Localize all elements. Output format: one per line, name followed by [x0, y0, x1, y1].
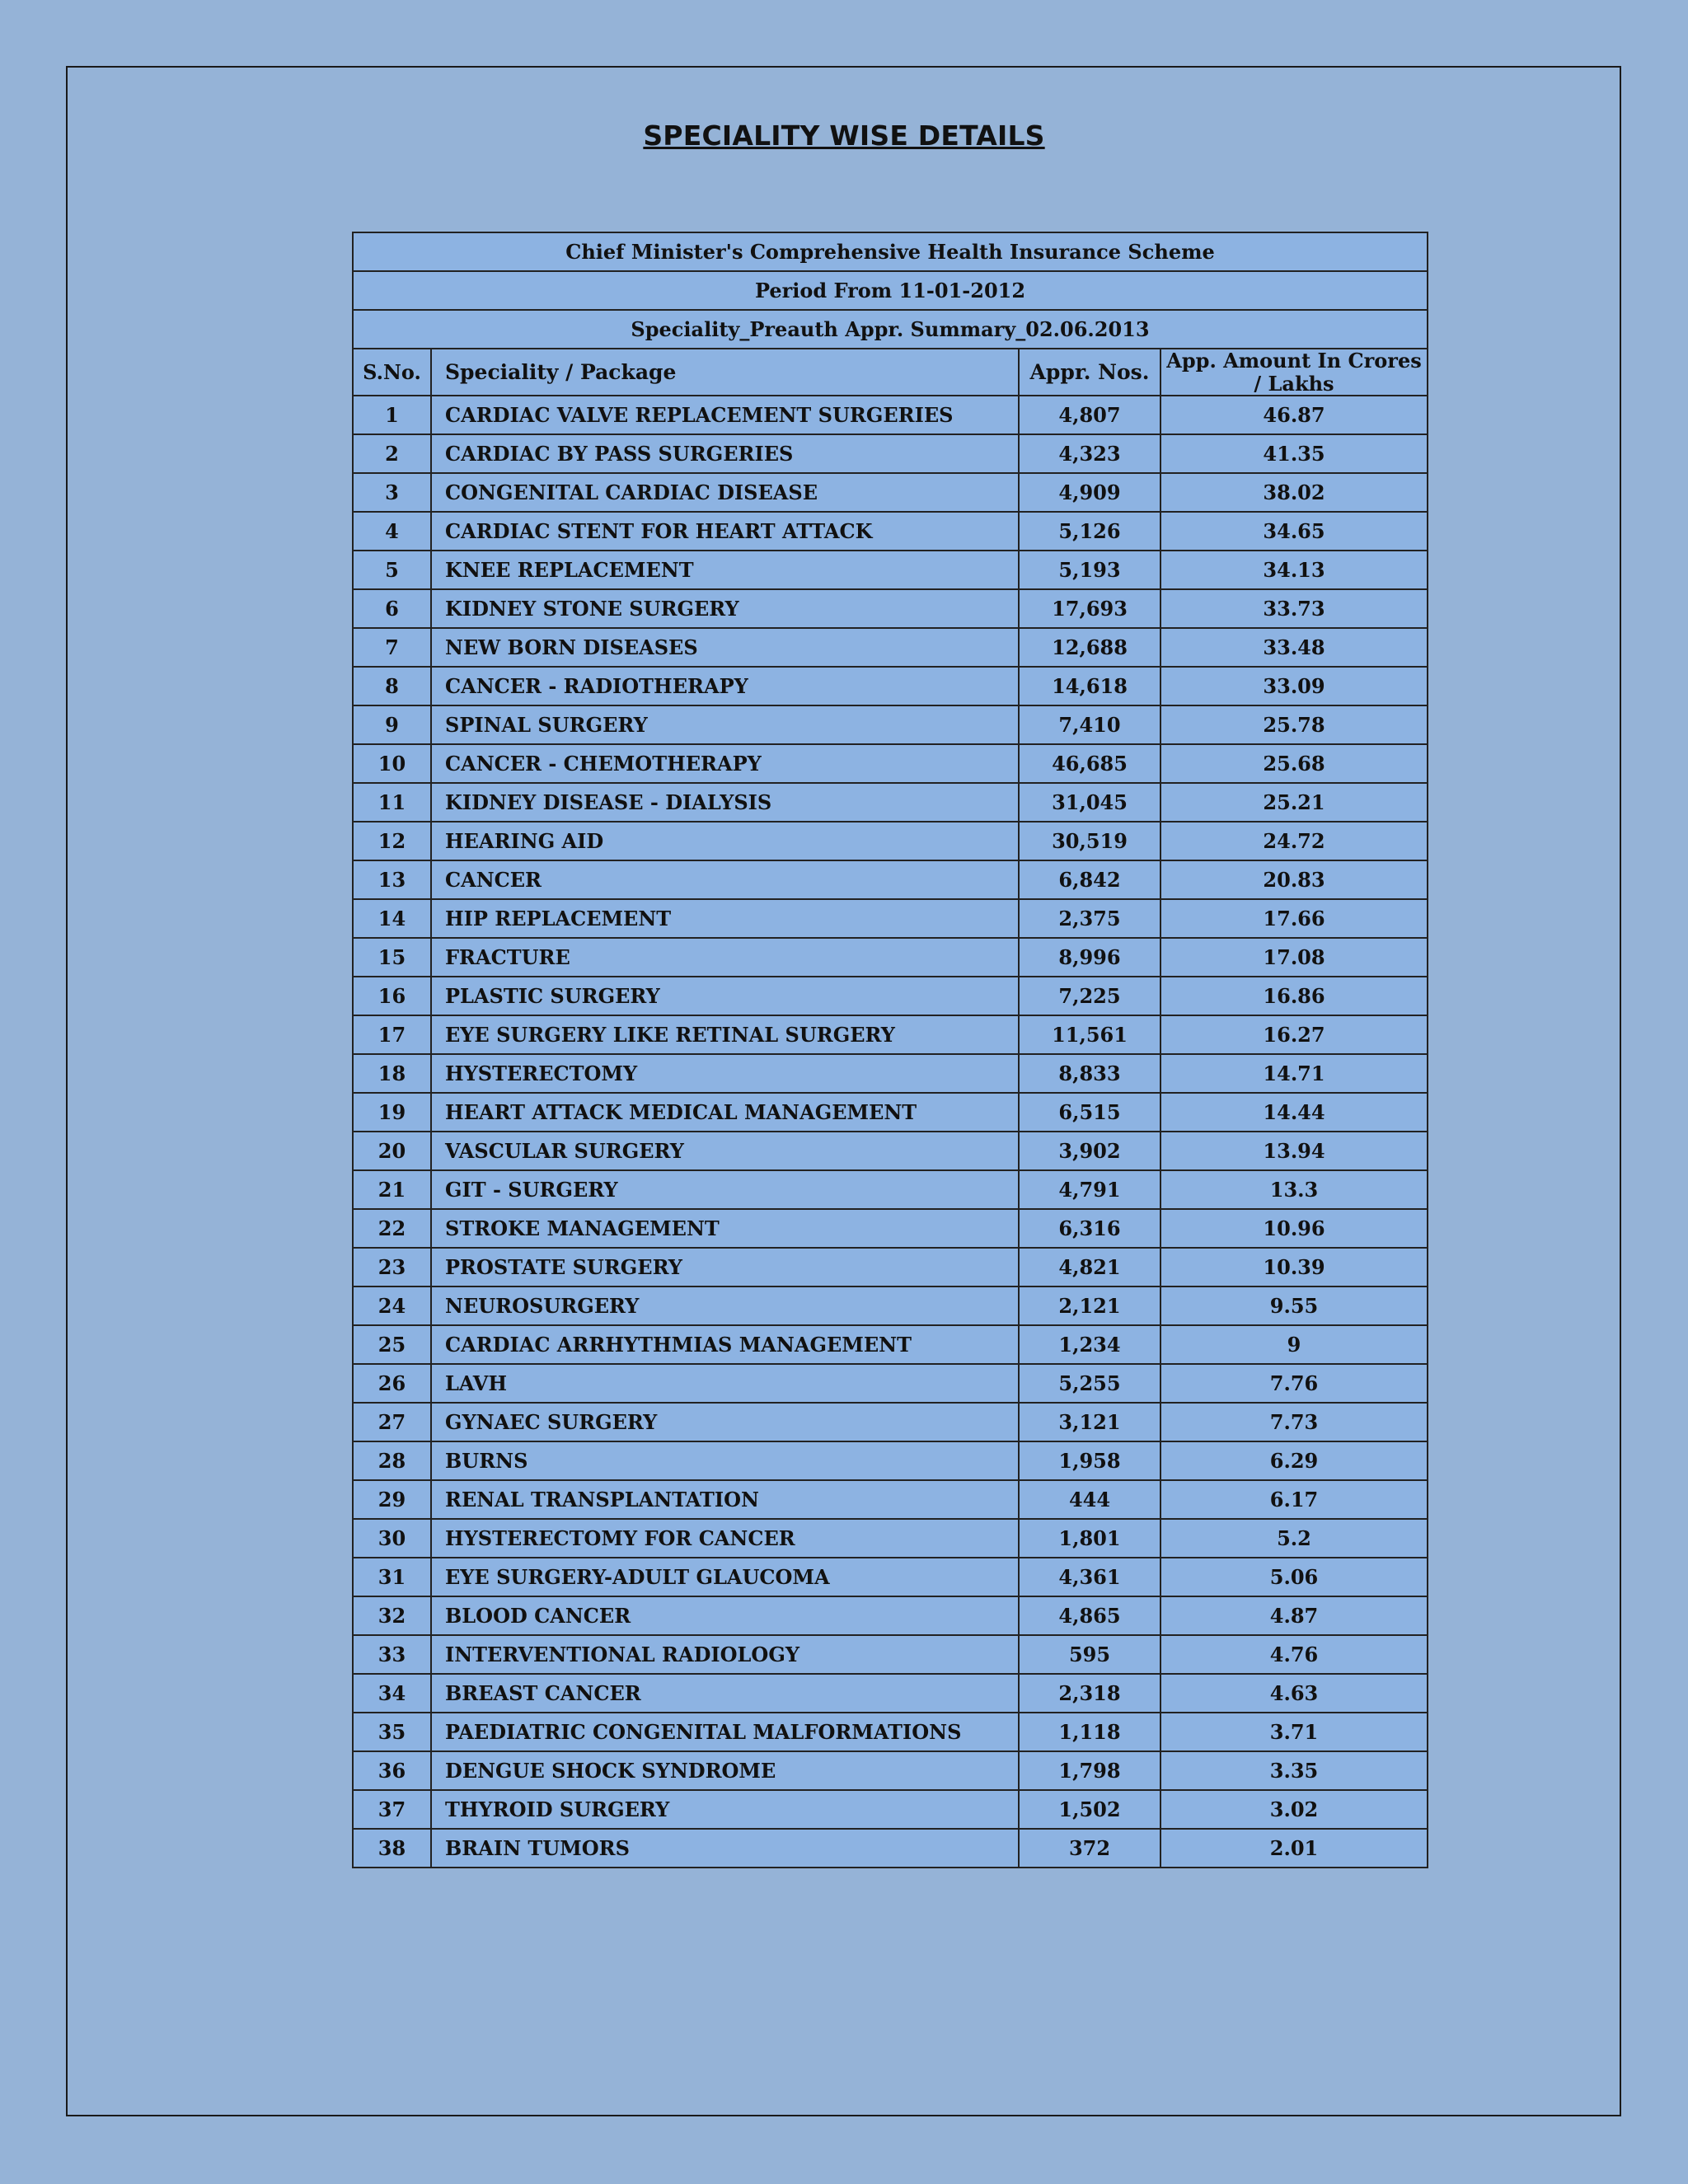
table-row	[353, 1441, 1428, 1480]
cell-speciality: NEUROSURGERY	[431, 1286, 1019, 1325]
table-header-row	[353, 310, 1428, 349]
cell-appr-nos: 4,807	[1019, 396, 1160, 434]
table-row	[353, 1519, 1428, 1558]
table-row	[353, 899, 1428, 938]
cell-amount: 33.73	[1160, 589, 1428, 628]
cell-amount: 16.86	[1160, 977, 1428, 1015]
cell-sno: 19	[353, 1093, 431, 1132]
cell-amount: 41.35	[1160, 434, 1428, 473]
cell-speciality: GIT - SURGERY	[431, 1170, 1019, 1209]
table-row	[353, 589, 1428, 628]
cell-speciality: CANCER - RADIOTHERAPY	[431, 667, 1019, 705]
table-row	[353, 1480, 1428, 1519]
cell-speciality: CONGENITAL CARDIAC DISEASE	[431, 473, 1019, 512]
cell-speciality: NEW BORN DISEASES	[431, 628, 1019, 667]
cell-speciality: BRAIN TUMORS	[431, 1829, 1019, 1868]
table-row	[353, 1790, 1428, 1829]
cell-speciality: STROKE MANAGEMENT	[431, 1209, 1019, 1248]
cell-amount: 3.35	[1160, 1751, 1428, 1790]
cell-speciality: GYNAEC SURGERY	[431, 1403, 1019, 1441]
cell-sno: 33	[353, 1635, 431, 1674]
cell-sno: 24	[353, 1286, 431, 1325]
cell-sno: 20	[353, 1132, 431, 1170]
table-row	[353, 1170, 1428, 1209]
table-row	[353, 822, 1428, 860]
cell-appr-nos: 7,225	[1019, 977, 1160, 1015]
scheme-name: Chief Minister's Comprehensive Health Insurance Scheme	[353, 232, 1428, 271]
cell-amount: 20.83	[1160, 860, 1428, 899]
cell-appr-nos: 1,118	[1019, 1713, 1160, 1751]
cell-appr-nos: 11,561	[1019, 1015, 1160, 1054]
cell-appr-nos: 30,519	[1019, 822, 1160, 860]
cell-amount: 6.29	[1160, 1441, 1428, 1480]
cell-speciality: DENGUE SHOCK SYNDROME	[431, 1751, 1019, 1790]
cell-appr-nos: 5,193	[1019, 551, 1160, 589]
column-header-row	[353, 349, 1428, 396]
cell-speciality: FRACTURE	[431, 938, 1019, 977]
cell-appr-nos: 14,618	[1019, 667, 1160, 705]
cell-amount: 4.76	[1160, 1635, 1428, 1674]
cell-speciality: CARDIAC VALVE REPLACEMENT SURGERIES	[431, 396, 1019, 434]
cell-appr-nos: 2,121	[1019, 1286, 1160, 1325]
cell-speciality: CARDIAC ARRHYTHMIAS MANAGEMENT	[431, 1325, 1019, 1364]
cell-sno: 12	[353, 822, 431, 860]
cell-sno: 17	[353, 1015, 431, 1054]
cell-sno: 18	[353, 1054, 431, 1093]
cell-amount: 34.13	[1160, 551, 1428, 589]
cell-speciality: EYE SURGERY LIKE RETINAL SURGERY	[431, 1015, 1019, 1054]
cell-speciality: INTERVENTIONAL RADIOLOGY	[431, 1635, 1019, 1674]
cell-appr-nos: 1,801	[1019, 1519, 1160, 1558]
cell-appr-nos: 3,902	[1019, 1132, 1160, 1170]
cell-speciality: CANCER	[431, 860, 1019, 899]
cell-amount: 13.94	[1160, 1132, 1428, 1170]
cell-amount: 17.66	[1160, 899, 1428, 938]
cell-sno: 26	[353, 1364, 431, 1403]
cell-speciality: THYROID SURGERY	[431, 1790, 1019, 1829]
cell-amount: 25.21	[1160, 783, 1428, 822]
cell-sno: 5	[353, 551, 431, 589]
cell-amount: 10.96	[1160, 1209, 1428, 1248]
cell-sno: 8	[353, 667, 431, 705]
cell-appr-nos: 17,693	[1019, 589, 1160, 628]
cell-amount: 38.02	[1160, 473, 1428, 512]
column-header-speciality: Speciality / Package	[431, 349, 1019, 396]
cell-amount: 16.27	[1160, 1015, 1428, 1054]
cell-speciality: HYSTERECTOMY FOR CANCER	[431, 1519, 1019, 1558]
cell-amount: 7.76	[1160, 1364, 1428, 1403]
cell-sno: 1	[353, 396, 431, 434]
table-row	[353, 512, 1428, 551]
cell-speciality: CARDIAC STENT FOR HEART ATTACK	[431, 512, 1019, 551]
cell-speciality: HEARING AID	[431, 822, 1019, 860]
cell-sno: 16	[353, 977, 431, 1015]
cell-amount: 7.73	[1160, 1403, 1428, 1441]
cell-amount: 17.08	[1160, 938, 1428, 977]
table-row	[353, 1364, 1428, 1403]
table-header-row	[353, 271, 1428, 310]
cell-sno: 15	[353, 938, 431, 977]
cell-appr-nos: 1,502	[1019, 1790, 1160, 1829]
cell-appr-nos: 2,318	[1019, 1674, 1160, 1713]
cell-speciality: HEART ATTACK MEDICAL MANAGEMENT	[431, 1093, 1019, 1132]
table-row	[353, 705, 1428, 744]
cell-appr-nos: 12,688	[1019, 628, 1160, 667]
cell-sno: 31	[353, 1558, 431, 1596]
cell-sno: 10	[353, 744, 431, 783]
table-row	[353, 1248, 1428, 1286]
cell-sno: 13	[353, 860, 431, 899]
table-row	[353, 1325, 1428, 1364]
table-row	[353, 1713, 1428, 1751]
period-label: Period From 11-01-2012	[353, 271, 1428, 310]
cell-amount: 25.78	[1160, 705, 1428, 744]
cell-sno: 14	[353, 899, 431, 938]
table-row	[353, 1558, 1428, 1596]
table-row	[353, 1829, 1428, 1868]
cell-appr-nos: 5,126	[1019, 512, 1160, 551]
cell-appr-nos: 2,375	[1019, 899, 1160, 938]
cell-speciality: LAVH	[431, 1364, 1019, 1403]
column-header-sno: S.No.	[353, 349, 431, 396]
cell-speciality: VASCULAR SURGERY	[431, 1132, 1019, 1170]
cell-appr-nos: 4,865	[1019, 1596, 1160, 1635]
cell-appr-nos: 3,121	[1019, 1403, 1160, 1441]
table-row	[353, 1403, 1428, 1441]
cell-speciality: EYE SURGERY-ADULT GLAUCOMA	[431, 1558, 1019, 1596]
cell-speciality: BURNS	[431, 1441, 1019, 1480]
table-row	[353, 1674, 1428, 1713]
cell-sno: 23	[353, 1248, 431, 1286]
cell-amount: 46.87	[1160, 396, 1428, 434]
cell-speciality: KIDNEY STONE SURGERY	[431, 589, 1019, 628]
cell-appr-nos: 372	[1019, 1829, 1160, 1868]
cell-appr-nos: 7,410	[1019, 705, 1160, 744]
table-header-row	[353, 232, 1428, 271]
cell-appr-nos: 6,515	[1019, 1093, 1160, 1132]
cell-sno: 25	[353, 1325, 431, 1364]
cell-sno: 3	[353, 473, 431, 512]
cell-speciality: CANCER - CHEMOTHERAPY	[431, 744, 1019, 783]
cell-sno: 37	[353, 1790, 431, 1829]
cell-speciality: HIP REPLACEMENT	[431, 899, 1019, 938]
cell-sno: 4	[353, 512, 431, 551]
cell-amount: 33.09	[1160, 667, 1428, 705]
cell-amount: 5.06	[1160, 1558, 1428, 1596]
cell-amount: 34.65	[1160, 512, 1428, 551]
cell-sno: 32	[353, 1596, 431, 1635]
cell-appr-nos: 4,909	[1019, 473, 1160, 512]
cell-speciality: CARDIAC BY PASS SURGERIES	[431, 434, 1019, 473]
cell-sno: 30	[353, 1519, 431, 1558]
table-row	[353, 1209, 1428, 1248]
table-row	[353, 1015, 1428, 1054]
cell-amount: 5.2	[1160, 1519, 1428, 1558]
cell-sno: 29	[353, 1480, 431, 1519]
column-header-amount: App. Amount In Crores / Lakhs	[1160, 349, 1428, 396]
cell-speciality: BREAST CANCER	[431, 1674, 1019, 1713]
table-row	[353, 667, 1428, 705]
cell-sno: 11	[353, 783, 431, 822]
cell-amount: 33.48	[1160, 628, 1428, 667]
cell-appr-nos: 4,821	[1019, 1248, 1160, 1286]
cell-sno: 35	[353, 1713, 431, 1751]
cell-sno: 2	[353, 434, 431, 473]
table-row	[353, 1054, 1428, 1093]
cell-appr-nos: 4,791	[1019, 1170, 1160, 1209]
cell-appr-nos: 6,316	[1019, 1209, 1160, 1248]
cell-speciality: PAEDIATRIC CONGENITAL MALFORMATIONS	[431, 1713, 1019, 1751]
cell-appr-nos: 5,255	[1019, 1364, 1160, 1403]
cell-amount: 3.02	[1160, 1790, 1428, 1829]
cell-sno: 6	[353, 589, 431, 628]
cell-appr-nos: 31,045	[1019, 783, 1160, 822]
cell-amount: 9	[1160, 1325, 1428, 1364]
page-title: SPECIALITY WISE DETAILS	[643, 120, 1045, 152]
cell-sno: 7	[353, 628, 431, 667]
cell-amount: 4.87	[1160, 1596, 1428, 1635]
table-row	[353, 860, 1428, 899]
cell-appr-nos: 1,958	[1019, 1441, 1160, 1480]
cell-appr-nos: 595	[1019, 1635, 1160, 1674]
cell-sno: 22	[353, 1209, 431, 1248]
cell-amount: 10.39	[1160, 1248, 1428, 1286]
table-row	[353, 1596, 1428, 1635]
cell-sno: 38	[353, 1829, 431, 1868]
cell-sno: 34	[353, 1674, 431, 1713]
table-row	[353, 396, 1428, 434]
cell-amount: 14.71	[1160, 1054, 1428, 1093]
cell-amount: 2.01	[1160, 1829, 1428, 1868]
table-row	[353, 977, 1428, 1015]
cell-appr-nos: 8,833	[1019, 1054, 1160, 1093]
cell-speciality: RENAL TRANSPLANTATION	[431, 1480, 1019, 1519]
cell-appr-nos: 46,685	[1019, 744, 1160, 783]
cell-speciality: HYSTERECTOMY	[431, 1054, 1019, 1093]
cell-amount: 14.44	[1160, 1093, 1428, 1132]
cell-appr-nos: 4,323	[1019, 434, 1160, 473]
table-row	[353, 783, 1428, 822]
cell-amount: 4.63	[1160, 1674, 1428, 1713]
table-row	[353, 938, 1428, 977]
cell-speciality: PLASTIC SURGERY	[431, 977, 1019, 1015]
cell-speciality: PROSTATE SURGERY	[431, 1248, 1019, 1286]
cell-amount: 6.17	[1160, 1480, 1428, 1519]
cell-amount: 24.72	[1160, 822, 1428, 860]
cell-appr-nos: 4,361	[1019, 1558, 1160, 1596]
cell-sno: 27	[353, 1403, 431, 1441]
summary-label: Speciality_Preauth Appr. Summary_02.06.2013	[353, 310, 1428, 349]
table-row	[353, 551, 1428, 589]
table-row	[353, 1286, 1428, 1325]
column-header-appr-nos: Appr. Nos.	[1019, 349, 1160, 396]
table-row	[353, 1093, 1428, 1132]
cell-amount: 3.71	[1160, 1713, 1428, 1751]
speciality-summary-table	[352, 232, 1428, 1868]
cell-sno: 28	[353, 1441, 431, 1480]
cell-appr-nos: 6,842	[1019, 860, 1160, 899]
cell-speciality: KNEE REPLACEMENT	[431, 551, 1019, 589]
cell-amount: 25.68	[1160, 744, 1428, 783]
table-body	[353, 232, 1428, 1868]
cell-appr-nos: 444	[1019, 1480, 1160, 1519]
table-row	[353, 1751, 1428, 1790]
cell-amount: 9.55	[1160, 1286, 1428, 1325]
table-row	[353, 744, 1428, 783]
cell-sno: 21	[353, 1170, 431, 1209]
table-row	[353, 1635, 1428, 1674]
cell-appr-nos: 1,234	[1019, 1325, 1160, 1364]
cell-speciality: KIDNEY DISEASE - DIALYSIS	[431, 783, 1019, 822]
table-row	[353, 434, 1428, 473]
cell-appr-nos: 8,996	[1019, 938, 1160, 977]
cell-amount: 13.3	[1160, 1170, 1428, 1209]
table-row	[353, 628, 1428, 667]
cell-speciality: SPINAL SURGERY	[431, 705, 1019, 744]
table-row	[353, 473, 1428, 512]
cell-appr-nos: 1,798	[1019, 1751, 1160, 1790]
cell-sno: 36	[353, 1751, 431, 1790]
cell-speciality: BLOOD CANCER	[431, 1596, 1019, 1635]
cell-sno: 9	[353, 705, 431, 744]
table-row	[353, 1132, 1428, 1170]
